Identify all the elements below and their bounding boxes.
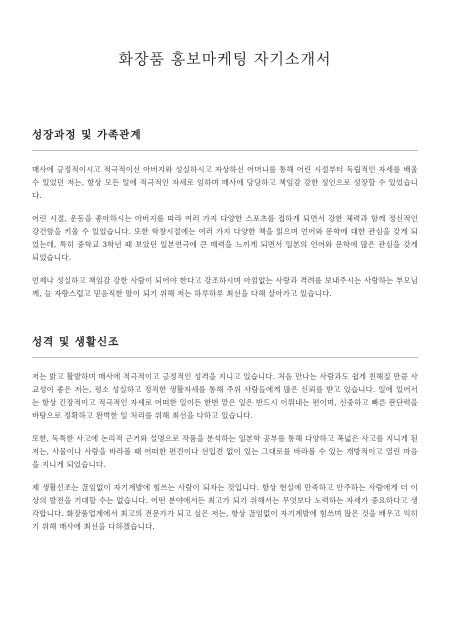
paragraph: 또한, 독특한 사고에 논리적 근거와 설명으로 작품을 분석하는 일본학 공부를 통해 다양하고 폭넓은 사고를 지니게 된 저는, 사물이나 사람을 바라볼 때 어떠한 편견이나 선입견 없이 있는 그대로를 바라볼 수 있는 개방적이고 열린 마음을 지니게 되었습니다. bbox=[32, 434, 418, 469]
section-growth-family bbox=[32, 127, 418, 300]
paragraph: 저는 밝고 활발하며 매사에 적극적이고 긍정적인 성격을 지니고 있습니다. 처음 만나는 사람과도 쉽게 친해질 만큼 사교성이 좋은 저는, 평소 성실하고 정직한 생활자세를 통해 주위 사람들에게 많은 신뢰를 받고 있습니다. 일에 있어서는 항상 긴장적이고 적극적인 자세로 어떠한 일이든 한번 맡은 일은 반드시 이뤄내는 편이며, 신중하고 빠른 판단력을 바탕으로 정확하고 완벽한 일 처리를 위해 최선을 다하고 있습니다. bbox=[32, 372, 418, 420]
paragraph: 언제나 성실하고 책임감 강한 사람이 되어야 한다고 강조하시며 아낌없는 사랑과 격려를 보내주시는 사랑하는 부모님께, 늘 자랑스럽고 믿음직한 딸이 되기 위해 저는 하루하루 최선을 다해 살아가고 있습니다. bbox=[32, 276, 418, 298]
section-heading: 성장과정 및 가족관계 bbox=[32, 129, 142, 141]
paragraph: 제 생활신조는 끊임없이 자기계발에 힘쓰는 사람이 되자는 것입니다. 항상 현실에 만족하고 안주하는 사람에게 더 이상의 발전을 기대할 수는 없습니다. 어떤 분야에서든 최고가 되기 위해서는 무엇보다 노력하는 자세가 중요하다고 생각합니다. 화장품업계에서 최고의 전문가가 되고 싶은 저는, 항상 끊임없이 자기계발에 힘쓰며 많은 것을 배우고 익히기 위해 매사에 최선을 다하겠습니다. bbox=[32, 483, 418, 531]
heading-divider bbox=[32, 357, 418, 358]
heading-divider bbox=[32, 150, 418, 151]
document-title: 화장품 홍보마케팅 자기소개서 bbox=[118, 50, 332, 68]
section-personality-motto bbox=[32, 334, 418, 533]
section-heading: 성격 및 생활신조 bbox=[32, 336, 120, 348]
paragraph: 어린 시절, 운동을 좋아하시는 아버지를 따라 여러 가지 다양한 스포츠를 접하게 되면서 강한 체력과 함께 정신적인 강건함을 키울 수 있었습니다. 또한 학창시절에는 여러 가지 다양한 책을 읽으며 언어와 문학에 대한 관심을 갖게 되었는데, 특히 중학교 3학년 때 보았던 일본연극에 큰 매력을 느끼게 되면서 일본의 언어와 문학에 많은 관심을 갖게 되었습니다. bbox=[32, 214, 418, 262]
paragraph: 매사에 긍정적이시고 적극적이신 아버지와 성실하시고 자상하신 어머니를 통해 어린 시절부터 독립적인 자세를 배울 수 있었던 저는, 항상 모든 일에 적극적인 자세로 임하며 매사에 당당하고 책임감 강한 성인으로 성장할 수 있었습니다. bbox=[32, 165, 418, 200]
